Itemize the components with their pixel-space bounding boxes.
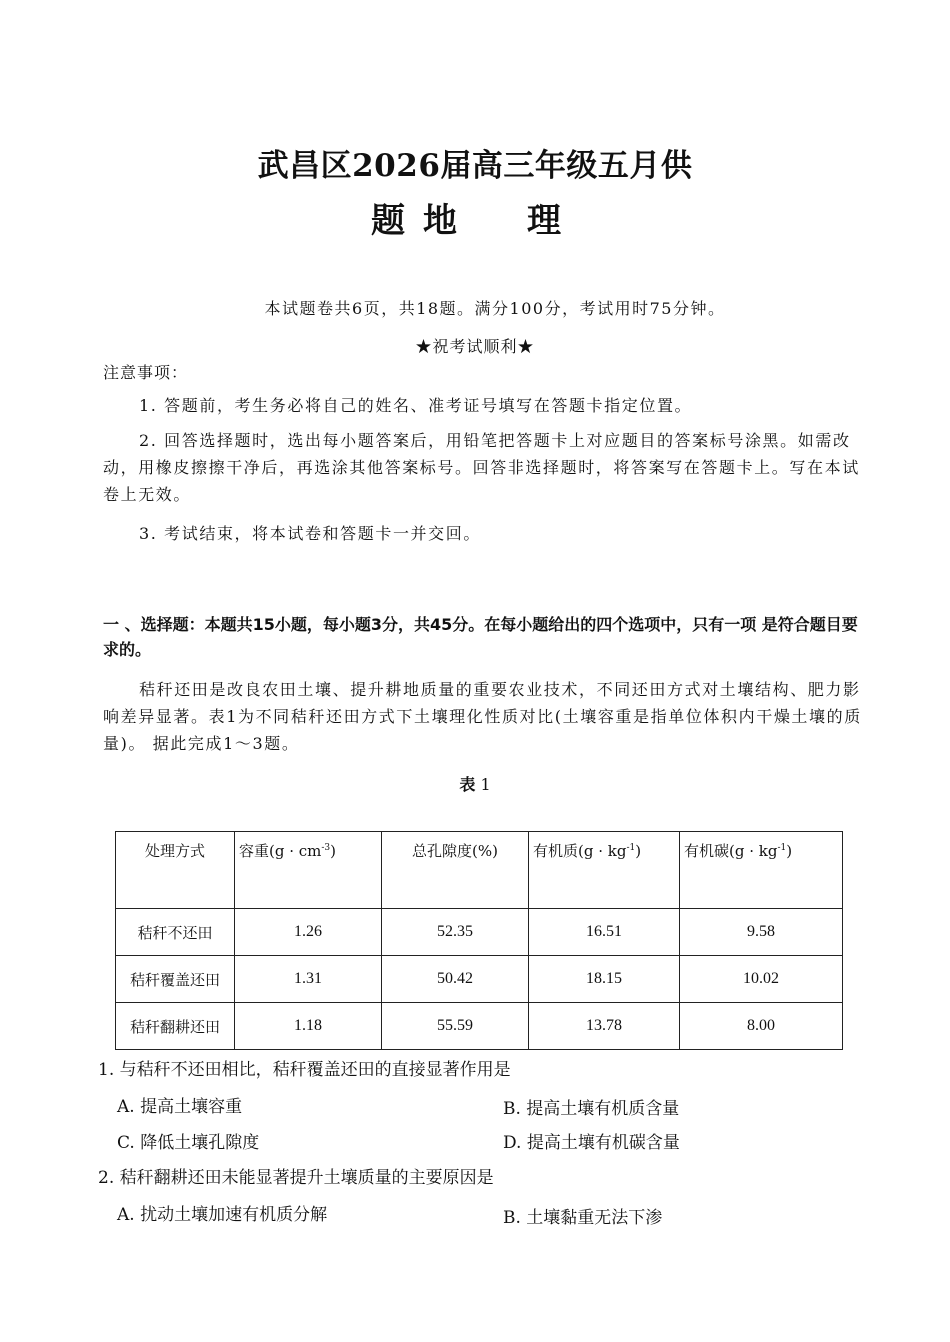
question-2-option-a: A. 扰动土壤加速有机质分解 — [117, 1205, 328, 1225]
table-header-row — [116, 832, 843, 909]
header-bulk-density — [235, 832, 382, 909]
notice-item-1: 1. 答题前，考生务必将自己的姓名、准考证号填写在答题卡指定位置。 — [139, 396, 693, 415]
cell-organic-carbon: 9.58 — [680, 909, 843, 956]
cell-treatment: 秸秆覆盖还田 — [116, 956, 235, 1003]
question-1-stem: 1. 与秸秆不还田相比，秸秆覆盖还田的直接显著作用是 — [98, 1060, 511, 1080]
cell-organic-matter: 18.15 — [529, 956, 680, 1003]
question-1-option-b: B. 提高土壤有机质含量 — [503, 1099, 680, 1119]
cell-organic-matter: 16.51 — [529, 909, 680, 956]
soil-property-table — [115, 831, 843, 1050]
table-caption — [0, 772, 950, 795]
cell-organic-carbon: 10.02 — [680, 956, 843, 1003]
cell-bulk-density: 1.26 — [235, 909, 382, 956]
table-row — [116, 956, 843, 1003]
question-2-stem: 2. 秸秆翻耕还田未能显著提升土壤质量的主要原因是 — [98, 1168, 494, 1188]
cell-treatment: 秸秆翻耕还田 — [116, 1003, 235, 1050]
section-intro: 秸秆还田是改良农田土壤、提升耕地质量的重要农业技术，不同还田方式对土壤结构、肥力影响差异显著。表1为不同秸秆还田方式下土壤理化性质对比(土壤容重是指单位体积内干燥土壤的质量)。 据此完成1～3题。 — [103, 680, 862, 753]
cell-total-porosity: 55.59 — [382, 1003, 529, 1050]
cell-treatment: 秸秆不还田 — [116, 909, 235, 956]
question-1-option-d: D. 提高土壤有机碳含量 — [503, 1133, 680, 1153]
question-2-option-b: B. 土壤黏重无法下渗 — [503, 1208, 663, 1228]
notice-heading: 注意事项： — [103, 363, 189, 382]
question-1-option-a: A. 提高土壤容重 — [117, 1097, 243, 1117]
section-heading: 一 、选择题：本题共15小题，每小题3分，共45分。在每小题给出的四个选项中，只有一项 是符合题目要求的。 — [103, 615, 858, 659]
exam-title: 武昌区2026届高三年级五月供 — [257, 148, 693, 184]
subject-title: 题地 理 — [371, 201, 579, 241]
cell-total-porosity: 50.42 — [382, 956, 529, 1003]
table-caption-label: 表 — [459, 775, 476, 794]
header-bulk-density-exp: -3 — [321, 843, 331, 853]
header-organic-carbon — [680, 832, 843, 909]
cell-organic-matter: 13.78 — [529, 1003, 680, 1050]
header-bulk-density-close: ) — [330, 842, 337, 860]
table-row — [116, 1003, 843, 1050]
exam-info: 本试题卷共6页，共18题。满分100分，考试用时75分钟。 — [264, 299, 726, 318]
question-1-option-c: C. 降低土壤孔隙度 — [117, 1133, 260, 1153]
notice-item-3: 3. 考试结束，将本试卷和答题卡一并交回。 — [139, 524, 481, 543]
header-organic-carbon-close: ) — [786, 842, 793, 860]
header-organic-matter-label: 有机质(g · kg — [533, 842, 627, 860]
cell-organic-carbon: 8.00 — [680, 1003, 843, 1050]
table-caption-number: 1 — [480, 775, 491, 794]
header-organic-matter-close: ) — [635, 842, 642, 860]
header-treatment: 处理方式 — [116, 832, 235, 909]
cell-bulk-density: 1.18 — [235, 1003, 382, 1050]
header-organic-carbon-label: 有机碳(g · kg — [684, 842, 778, 860]
good-luck-line: ★祝考试顺利★ — [415, 337, 535, 356]
header-organic-carbon-exp: -1 — [777, 843, 787, 853]
cell-total-porosity: 52.35 — [382, 909, 529, 956]
header-organic-matter-exp: -1 — [626, 843, 636, 853]
cell-bulk-density: 1.31 — [235, 956, 382, 1003]
header-bulk-density-label: 容重(g · cm — [239, 842, 322, 860]
notice-item-2: 2. 回答选择题时，选出每小题答案后，用铅笔把答题卡上对应题目的答案标号涂黑。如需改动，用橡皮擦擦干净后，再选涂其他答案标号。回答非选择题时，将答案写在答题卡上。写在本试卷上无效。 — [103, 431, 860, 504]
header-organic-matter — [529, 832, 680, 909]
header-total-porosity: 总孔隙度(%) — [382, 832, 529, 909]
table-row — [116, 909, 843, 956]
